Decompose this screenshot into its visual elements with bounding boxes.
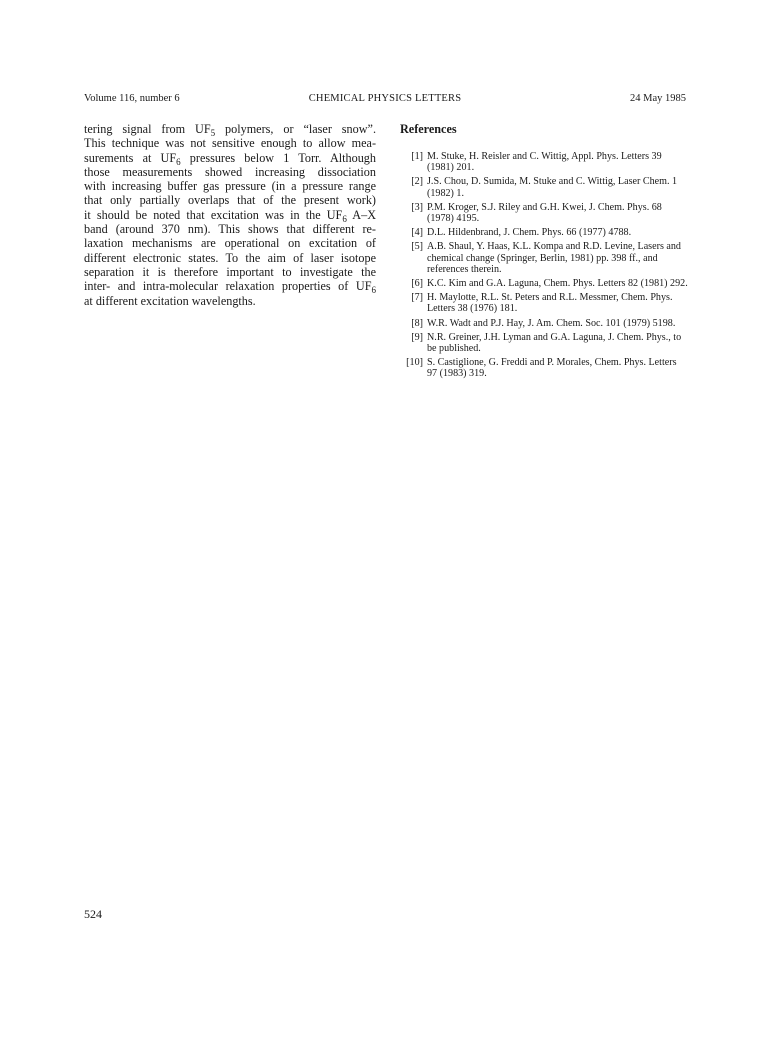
text-segment: surements at UF <box>84 150 177 165</box>
reference-text: K.C. Kim and G.A. Laguna, Chem. Phys. Letters 82 (1981) 292. <box>427 278 688 290</box>
text-line <box>84 151 376 165</box>
reference-text: A.B. Shaul, Y. Haas, K.L. Kompa and R.D. Levine, Lasers and chemical change (Springer, Berlin, 1981) pp. 398 ff., and references therein. <box>427 241 681 275</box>
text-segment: those measurements showed increasing dissociation <box>84 164 376 179</box>
body-text-column <box>84 122 376 308</box>
reference-text: H. Maylotte, R.L. St. Peters and R.L. Messmer, Chem. Phys. Letters 38 (1976) 181. <box>427 292 673 315</box>
running-header <box>84 93 686 107</box>
reference-number: [8] <box>411 317 423 329</box>
reference-number: [4] <box>411 227 423 239</box>
reference-number: [6] <box>411 278 423 290</box>
references-heading: References <box>400 122 457 136</box>
text-segment: laxation mechanisms are operational on excitation of <box>84 236 376 251</box>
reference-item <box>399 278 689 289</box>
reference-item <box>399 176 689 198</box>
subscript: 6 <box>342 213 347 224</box>
text-segment: with increasing buffer gas pressure (in a pressure range <box>84 179 376 194</box>
text-segment: pressures below 1 Torr. Although <box>180 150 376 165</box>
text-segment: at different excitation wavelengths. <box>84 293 256 308</box>
text-segment: band (around 370 nm). This shows that different re- <box>84 222 376 237</box>
reference-number: [7] <box>411 292 423 304</box>
volume-label: Volume 116, number 6 <box>84 93 180 104</box>
text-line <box>84 193 376 207</box>
reference-item <box>399 227 689 238</box>
reference-item <box>399 318 689 329</box>
reference-text: J.S. Chou, D. Sumida, M. Stuke and C. Wittig, Laser Chem. 1 (1982) 1. <box>427 176 678 199</box>
reference-text: D.L. Hildenbrand, J. Chem. Phys. 66 (1977) 4788. <box>427 227 632 239</box>
text-line <box>84 122 376 136</box>
references-column <box>399 122 689 383</box>
text-line <box>84 236 376 250</box>
issue-date: 24 May 1985 <box>630 93 686 104</box>
subscript: 6 <box>176 156 181 167</box>
reference-text: W.R. Wadt and P.J. Hay, J. Am. Chem. Soc. 101 (1979) 5198. <box>427 317 676 329</box>
journal-title: CHEMICAL PHYSICS LETTERS <box>308 93 462 104</box>
text-line <box>84 279 376 296</box>
text-line <box>84 136 376 150</box>
reference-item <box>399 202 689 224</box>
text-line <box>84 208 376 222</box>
text-line <box>84 251 376 265</box>
reference-item <box>399 332 689 354</box>
text-segment: inter- and intra-molecular relaxation properties of UF <box>84 279 372 294</box>
subscript: 6 <box>371 285 376 296</box>
text-line <box>84 222 376 236</box>
reference-number: [10] <box>406 357 423 369</box>
text-segment: tering signal from UF <box>84 122 211 136</box>
reference-number: [3] <box>411 201 423 213</box>
page-number: 524 <box>84 907 102 921</box>
text-segment: separation it is therefore important to investigate the <box>84 264 376 279</box>
subscript: 5 <box>210 128 216 138</box>
reference-item <box>399 357 689 379</box>
text-line <box>84 179 376 193</box>
text-segment: different electronic states. To the aim of laser isotope <box>84 250 376 265</box>
reference-item <box>399 292 689 314</box>
reference-item <box>399 241 689 275</box>
reference-item <box>399 151 689 173</box>
text-line <box>84 265 376 279</box>
text-segment: it should be noted that excitation was in the UF <box>84 207 343 222</box>
reference-number: [2] <box>411 176 423 188</box>
body-paragraph <box>84 122 376 308</box>
text-segment: that only partially overlaps that of the present work) <box>84 193 376 208</box>
reference-text: M. Stuke, H. Reisler and C. Wittig, Appl. Phys. Letters 39 (1981) 201. <box>427 151 662 174</box>
reference-number: [5] <box>411 241 423 253</box>
reference-list <box>399 151 689 380</box>
text-line <box>84 165 376 179</box>
reference-number: [1] <box>411 151 423 162</box>
text-line <box>84 294 376 308</box>
reference-number: [9] <box>411 331 423 343</box>
text-segment: polymers, or “laser snow”. <box>215 122 376 136</box>
reference-text: N.R. Greiner, J.H. Lyman and G.A. Laguna, J. Chem. Phys., to be published. <box>427 331 682 355</box>
text-segment: A–X <box>346 207 376 222</box>
text-segment: This technique was not sensitive enough to allow mea- <box>84 136 376 151</box>
reference-text: P.M. Kroger, S.J. Riley and G.H. Kwei, J. Chem. Phys. 68 (1978) 4195. <box>427 201 662 225</box>
reference-text: S. Castiglione, G. Freddi and P. Morales, Chem. Phys. Letters 97 (1983) 319. <box>427 357 677 380</box>
